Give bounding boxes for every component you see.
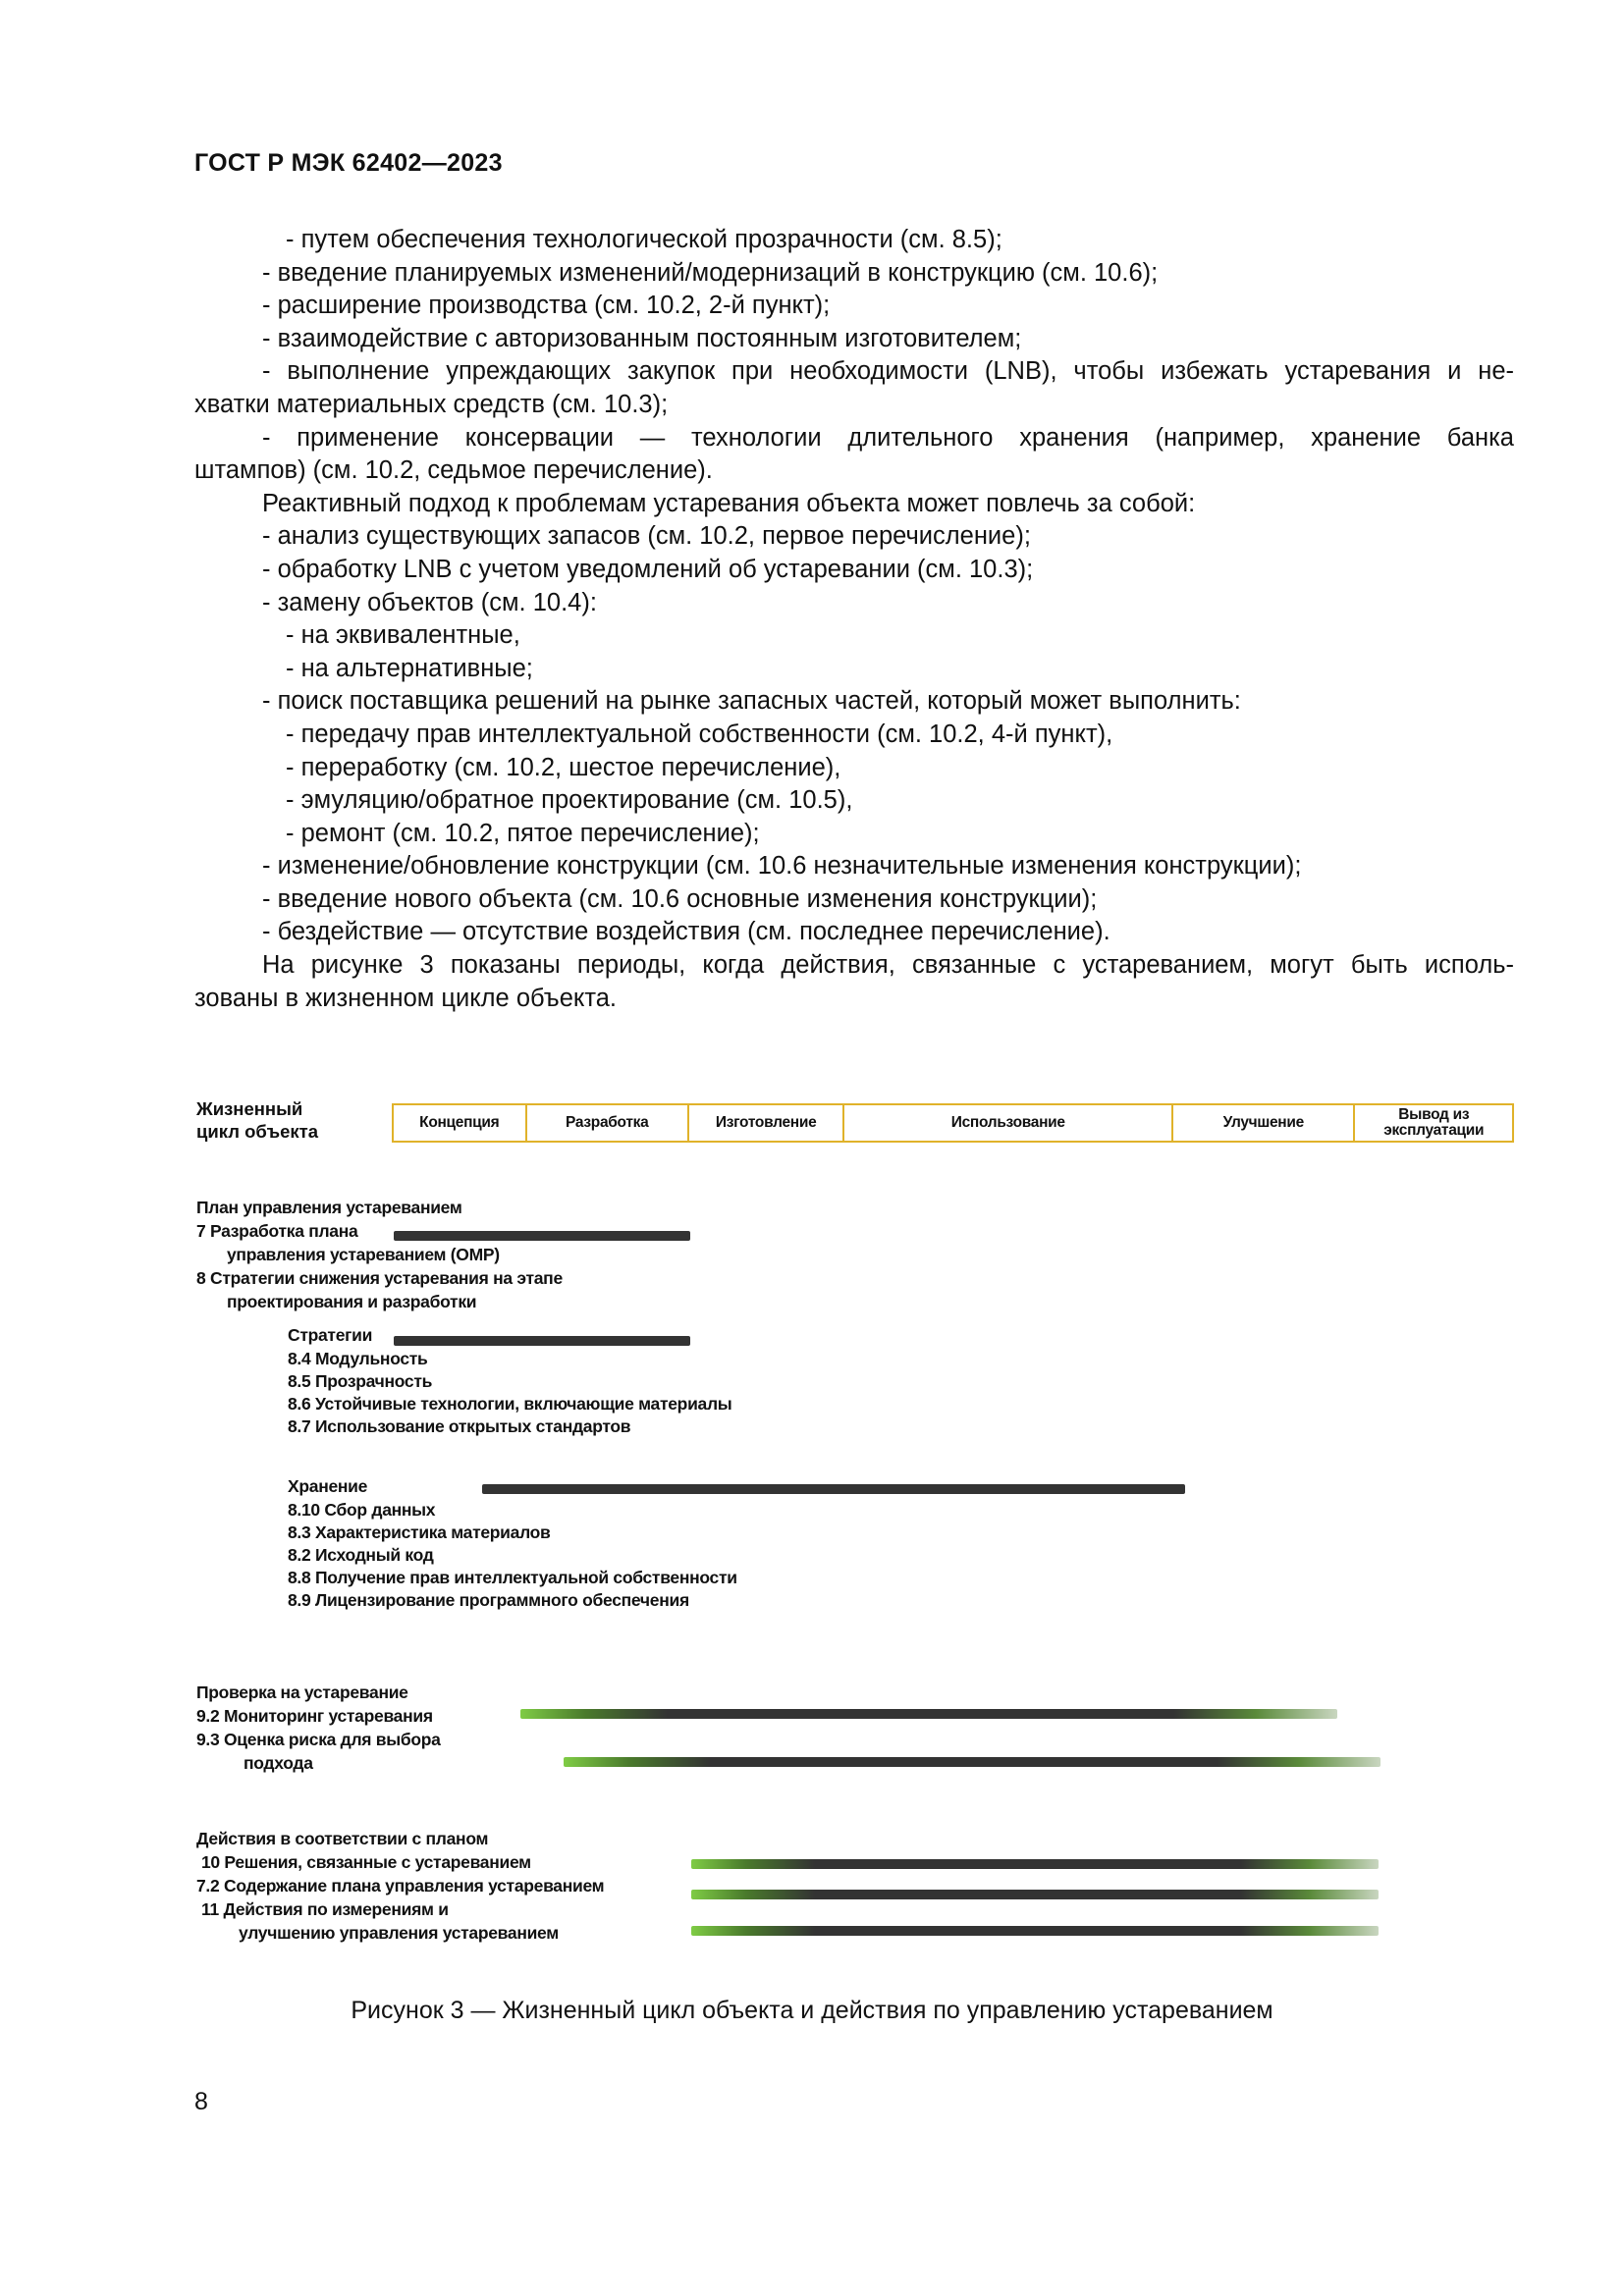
body-line: - обработку LNB с учетом уведомлений об устаревании (см. 10.3); (262, 555, 1034, 583)
body-line: - изменение/обновление конструкции (см. 10.6 незначительные изменения конструкции); (262, 852, 1302, 881)
page-number: 8 (194, 2088, 208, 2115)
lifecycle-label (196, 1097, 318, 1143)
body-line: - анализ существующих запасов (см. 10.2, первое перечисление); (262, 522, 1031, 551)
label-8-3: 8.3 Характеристика материалов (288, 1522, 551, 1542)
label-9-3a: 9.3 Оценка риска для выбора (196, 1730, 441, 1749)
label-8-10: 8.10 Сбор данных (288, 1500, 436, 1520)
body-line: - поиск поставщика решений на рынке запасных частей, который может выполнить: (262, 687, 1241, 716)
label-8-8: 8.8 Получение прав интеллектуальной собственности (288, 1568, 737, 1587)
bar-improvement-actions (691, 1926, 1379, 1936)
check-title: Проверка на устаревание (196, 1682, 408, 1702)
label-7b: управления устареванием (OMP) (227, 1245, 500, 1264)
strategies-title: Стратегии (288, 1325, 373, 1345)
label-8-9: 8.9 Лицензирование программного обеспечения (288, 1590, 689, 1610)
body-line: Реактивный подход к проблемам устаревания объекта может повлечь за собой: (262, 489, 1196, 517)
label-10: 10 Решения, связанные с устареванием (201, 1852, 531, 1872)
label-8-6: 8.6 Устойчивые технологии, включающие материалы (288, 1394, 732, 1414)
phase-concept: Концепция (394, 1105, 527, 1141)
label-9-2: 9.2 Мониторинг устаревания (196, 1706, 433, 1726)
body-line: - на эквивалентные, (286, 621, 520, 650)
label-8-2: 8.2 Исходный код (288, 1545, 434, 1565)
label-11b: улучшению управления устареванием (239, 1923, 559, 1943)
body-line: - введение планируемых изменений/модернизаций в конструкцию (см. 10.6); (262, 258, 1159, 287)
phase-improvement: Улучшение (1173, 1105, 1355, 1141)
body-line: штампов) (см. 10.2, седьмое перечисление). (194, 456, 713, 485)
label-8-4: 8.4 Модульность (288, 1349, 428, 1368)
body-line: - ремонт (см. 10.2, пятое перечисление); (286, 819, 760, 847)
bar-strategies (394, 1336, 690, 1346)
label-8-7: 8.7 Использование открытых стандартов (288, 1416, 631, 1436)
body-line: - введение нового объекта (см. 10.6 основные изменения конструкции); (262, 884, 1098, 913)
document-header: ГОСТ Р МЭК 62402—2023 (194, 149, 503, 177)
plan-title: План управления устареванием (196, 1198, 462, 1217)
label-7-2: 7.2 Содержание плана управления устареванием (196, 1876, 605, 1896)
phase-development: Разработка (527, 1105, 689, 1141)
phase-manufacturing: Изготовление (689, 1105, 844, 1141)
body-line: - выполнение упреждающих закупок при необходимости (LNB), чтобы избежать устаревания и не- (262, 357, 1514, 386)
body-line: хватки материальных средств (см. 10.3); (194, 390, 669, 418)
body-line: - эмуляцию/обратное проектирование (см. 10.5), (286, 786, 853, 815)
bar-risk-assessment (564, 1757, 1380, 1767)
label-8-5: 8.5 Прозрачность (288, 1371, 433, 1391)
label-9-3b: подхода (244, 1753, 313, 1773)
body-line: На рисунке 3 показаны периоды, когда действия, связанные с устареванием, могут быть исполь- (262, 951, 1514, 980)
body-line: - бездействие — отсутствие воздействия (см. последнее перечисление). (262, 918, 1110, 946)
lifecycle-label-line1: Жизненный (196, 1098, 303, 1119)
label-11a: 11 Действия по измерениям и (201, 1899, 449, 1919)
body-line: - замену объектов (см. 10.4): (262, 588, 597, 616)
lifecycle-phases (392, 1103, 1514, 1143)
bar-plan-development (394, 1231, 690, 1241)
body-line: - на альтернативные; (286, 654, 533, 682)
lifecycle-label-line2: цикл объекта (196, 1121, 318, 1142)
label-8b: проектирования и разработки (227, 1292, 477, 1311)
body-line: - путем обеспечения технологической прозрачности (см. 8.5); (286, 226, 1002, 253)
bar-storage (482, 1484, 1185, 1494)
body-text (194, 224, 1514, 1015)
phase-decommissioning: Вывод из эксплуатации (1383, 1106, 1485, 1139)
body-line: - переработку (см. 10.2, шестое перечисление), (286, 753, 841, 781)
body-line: зованы в жизненном цикле объекта. (194, 984, 617, 1012)
phase-usage: Использование (844, 1105, 1173, 1141)
bar-monitoring (520, 1709, 1337, 1719)
label-7a: 7 Разработка плана (196, 1221, 358, 1241)
storage-title: Хранение (288, 1476, 368, 1496)
body-line: - расширение производства (см. 10.2, 2-й пункт); (262, 292, 831, 320)
body-line: - взаимодействие с авторизованным постоянным изготовителем; (262, 324, 1022, 352)
body-line: - применение консервации — технологии длительного хранения (например, хранение банка (262, 423, 1514, 452)
label-8a: 8 Стратегии снижения устаревания на этапе (196, 1268, 563, 1288)
figure-caption: Рисунок 3 — Жизненный цикл объекта и действия по управлению устареванием (351, 1997, 1273, 2024)
bar-plan-content (691, 1890, 1379, 1899)
body-line: - передачу прав интеллектуальной собственности (см. 10.2, 4-й пункт), (286, 720, 1113, 748)
actions-title: Действия в соответствии с планом (196, 1829, 489, 1848)
bar-solutions (691, 1859, 1379, 1869)
